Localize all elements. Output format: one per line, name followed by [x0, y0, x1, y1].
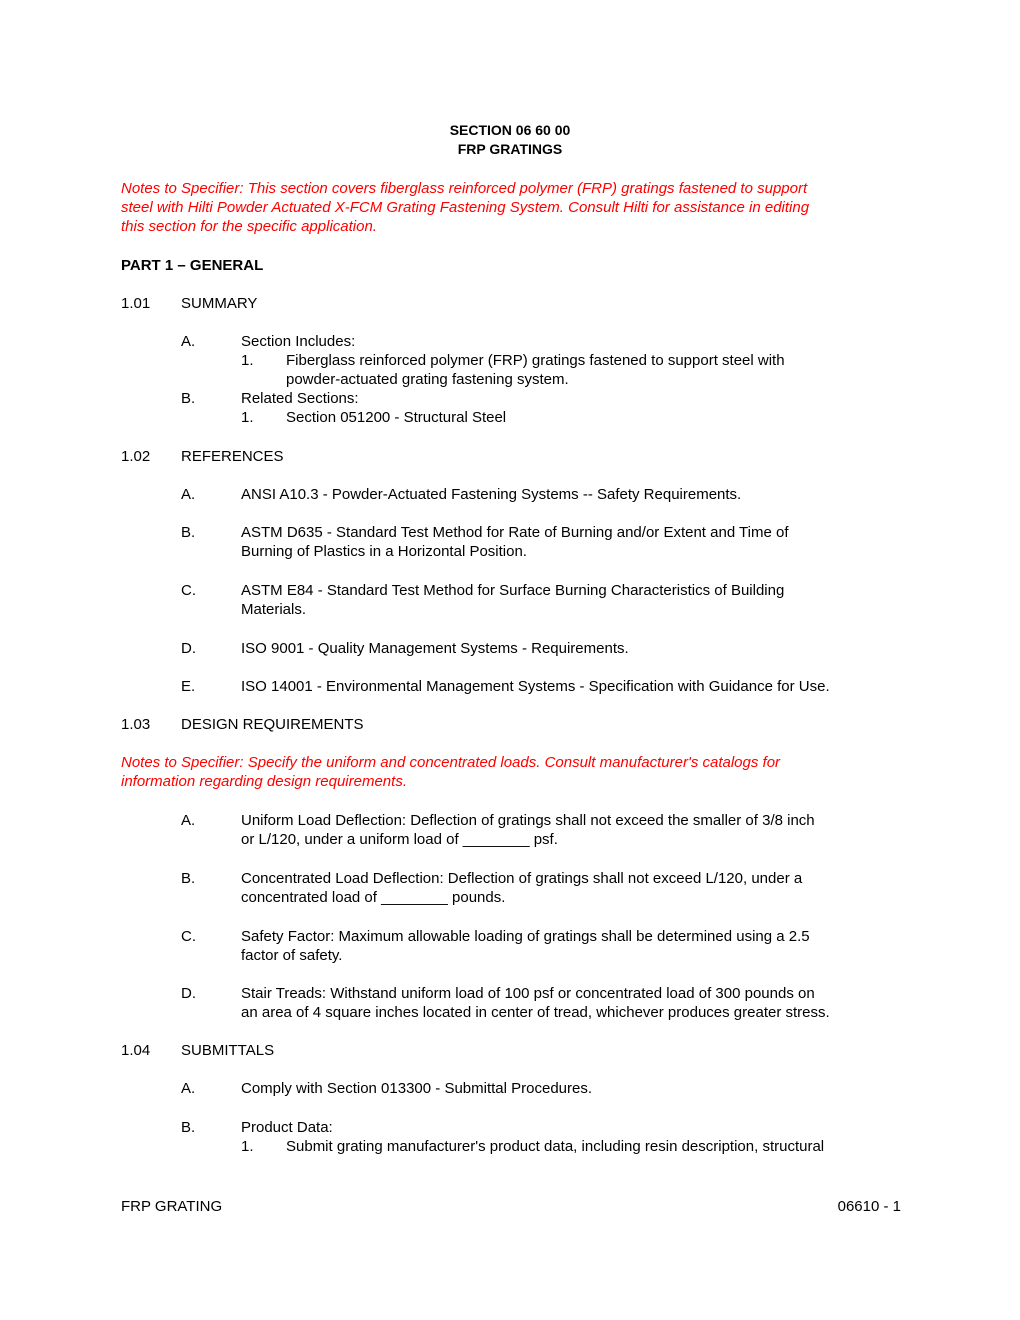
reference-letter: C. — [181, 582, 196, 599]
specifier-note-line: information regarding design requirements. — [121, 773, 407, 790]
article-title: REFERENCES — [181, 448, 284, 465]
requirement-text: or L/120, under a uniform load of ________ psf. — [241, 831, 558, 848]
reference-text: ISO 14001 - Environmental Management Systems - Specification with Guidance for Use. — [241, 678, 830, 695]
section-title: FRP GRATINGS — [457, 141, 563, 157]
article-title: SUMMARY — [181, 295, 258, 312]
requirement-letter: D. — [181, 985, 196, 1002]
subparagraph-text: powder-actuated grating fastening system. — [286, 371, 569, 388]
requirement-text: Uniform Load Deflection: Deflection of gratings shall not exceed the smaller of 3/8 inch — [241, 812, 815, 829]
paragraph-letter: B. — [181, 1119, 196, 1136]
paragraph-text: Related Sections: — [241, 390, 359, 407]
reference-text: ANSI A10.3 - Powder-Actuated Fastening Systems -- Safety Requirements. — [241, 486, 742, 503]
article-number: 1.02 — [121, 448, 151, 465]
article-number: 1.01 — [121, 295, 151, 312]
reference-text: Materials. — [241, 601, 307, 618]
subparagraph-number: 1. — [241, 352, 254, 369]
requirement-text: Safety Factor: Maximum allowable loading of gratings shall be determined using a 2.5 — [241, 928, 810, 945]
subparagraph-text: Fiberglass reinforced polymer (FRP) gratings fastened to support steel with — [286, 352, 785, 369]
part-title: PART 1 – GENERAL — [121, 257, 264, 274]
requirement-text: Concentrated Load Deflection: Deflection of gratings shall not exceed L/120, under a — [241, 870, 803, 887]
article-number: 1.03 — [121, 716, 151, 733]
intro-note-line: this section for the specific application. — [121, 218, 377, 235]
paragraph-text: Comply with Section 013300 - Submittal Procedures. — [241, 1080, 593, 1097]
footer-page-number: 06610 - 1 — [837, 1198, 901, 1215]
specifier-note-line: Notes to Specifier: Specify the uniform and concentrated loads. Consult manufacturer's catalogs for — [121, 754, 781, 771]
reference-letter: E. — [181, 678, 196, 695]
reference-text: ASTM D635 - Standard Test Method for Rate of Burning and/or Extent and Time of — [241, 524, 789, 541]
paragraph-text: Product Data: — [241, 1119, 333, 1136]
reference-text: ISO 9001 - Quality Management Systems - Requirements. — [241, 640, 629, 657]
requirement-text: an area of 4 square inches located in center of tread, whichever produces greater stress. — [241, 1004, 830, 1021]
reference-text: Burning of Plastics in a Horizontal Position. — [241, 543, 527, 560]
section-number: SECTION 06 60 00 — [449, 122, 571, 138]
article-number: 1.04 — [121, 1042, 151, 1059]
requirement-text: Stair Treads: Withstand uniform load of 100 psf or concentrated load of 300 pounds on — [241, 985, 815, 1002]
subparagraph-number: 1. — [241, 1138, 254, 1155]
footer-title: FRP GRATING — [121, 1198, 223, 1215]
requirement-text: factor of safety. — [241, 947, 343, 964]
paragraph-text: Section Includes: — [241, 333, 356, 350]
subparagraph-text: Section 051200 - Structural Steel — [286, 409, 507, 426]
reference-text: ASTM E84 - Standard Test Method for Surface Burning Characteristics of Building — [241, 582, 785, 599]
requirement-text: concentrated load of ________ pounds. — [241, 889, 506, 906]
requirement-letter: C. — [181, 928, 196, 945]
paragraph-letter: B. — [181, 390, 196, 407]
intro-note-line: steel with Hilti Powder Actuated X-FCM Grating Fastening System. Consult Hilti for assistance in editing — [121, 199, 810, 216]
intro-note-line: Notes to Specifier: This section covers fiberglass reinforced polymer (FRP) gratings fastened to support — [121, 180, 808, 197]
subparagraph-number: 1. — [241, 409, 254, 426]
requirement-letter: B. — [181, 870, 196, 887]
reference-letter: D. — [181, 640, 196, 657]
paragraph-letter: A. — [181, 333, 196, 350]
requirement-letter: A. — [181, 812, 196, 829]
subparagraph-text: Submit grating manufacturer's product data, including resin description, structural — [286, 1138, 825, 1155]
article-title: SUBMITTALS — [181, 1042, 275, 1059]
reference-letter: A. — [181, 486, 196, 503]
paragraph-letter: A. — [181, 1080, 196, 1097]
article-title: DESIGN REQUIREMENTS — [181, 716, 364, 733]
reference-letter: B. — [181, 524, 196, 541]
